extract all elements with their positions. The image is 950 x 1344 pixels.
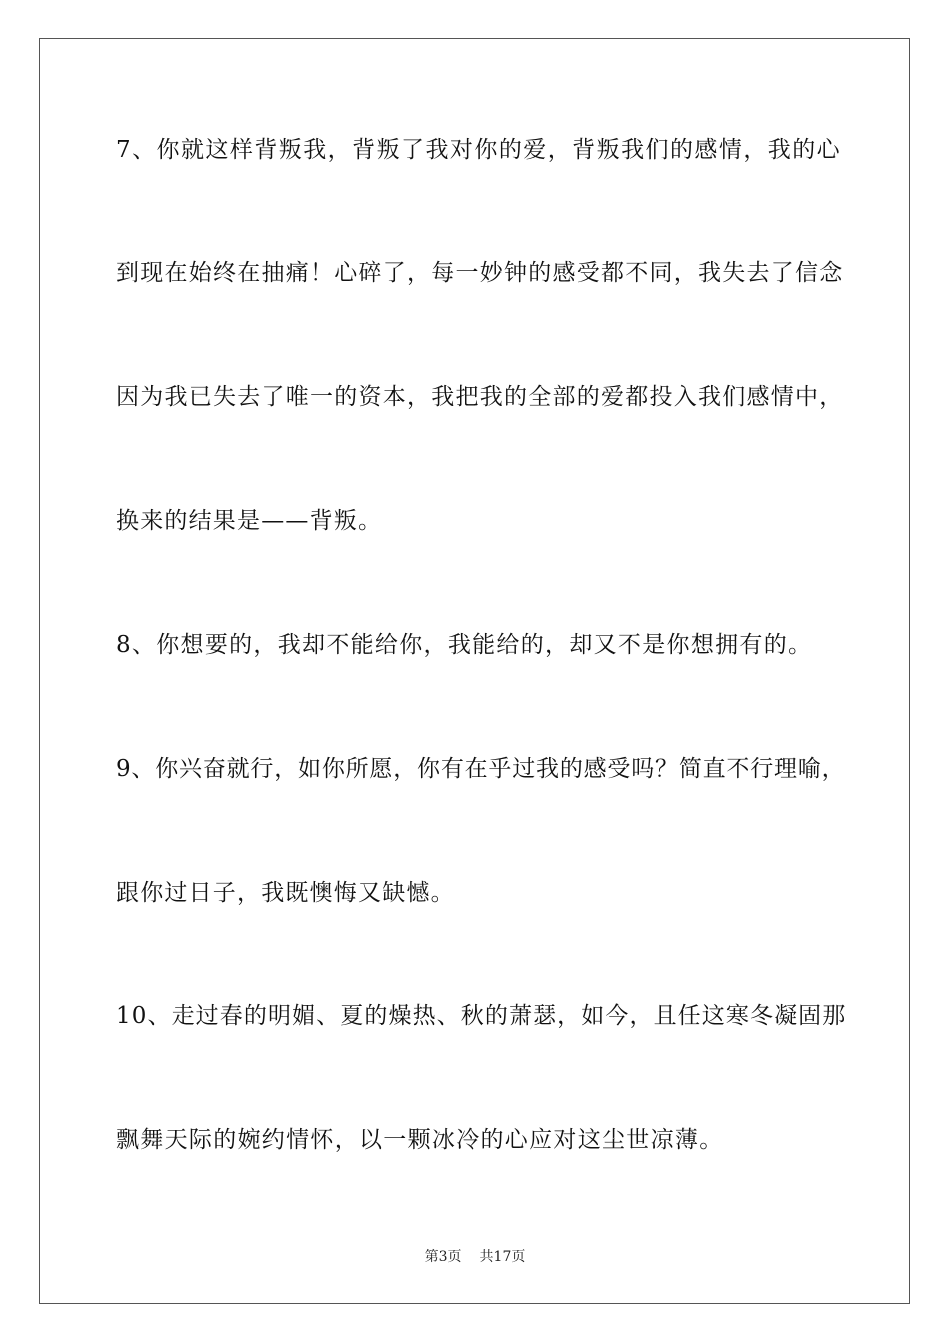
text-line: 因为我已失去了唯一的资本，我把我的全部的爱都投入我们感情中，	[116, 384, 844, 410]
page-total: 共17页	[479, 1249, 526, 1265]
page-footer	[0, 1248, 950, 1266]
text-line: 换来的结果是——背叛。	[116, 508, 383, 534]
text-line: 7、你就这样背叛我，背叛了我对你的爱，背叛我们的感情，我的心	[116, 137, 842, 163]
text-line: 到现在始终在抽痛！心碎了，每一妙钟的感受都不同，我失去了信念	[116, 260, 844, 286]
text-line: 飘舞天际的婉约情怀，以一颗冰冷的心应对这尘世凉薄。	[116, 1127, 724, 1153]
text-line: 8、你想要的，我却不能给你，我能给的，却又不是你想拥有的。	[116, 632, 813, 658]
text-line: 跟你过日子，我既懊悔又缺憾。	[116, 880, 455, 906]
page-frame	[39, 38, 910, 1304]
text-line: 9、你兴奋就行，如你所愿，你有在乎过我的感受吗？简直不行理喻，	[116, 756, 846, 782]
page-number: 第3页	[424, 1249, 462, 1265]
text-line: 10、走过春的明媚、夏的燥热、秋的萧瑟，如今，且任这寒冬凝固那	[116, 1003, 847, 1029]
